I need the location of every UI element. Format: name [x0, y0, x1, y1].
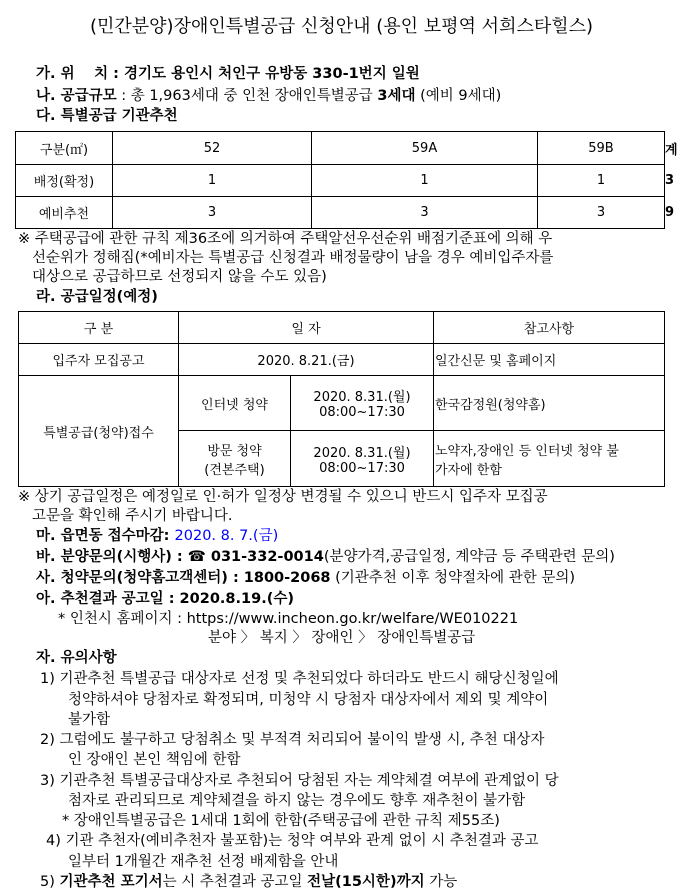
method-sub: (견본주택) [204, 462, 265, 478]
note-cont: 가자에 한함 [435, 462, 502, 478]
precaution-2-line1: 2) 그럼에도 불구하고 당첨취소 및 부적격 처리되어 불이익 발생 시, 추천 대상자 [40, 732, 545, 748]
table-row [19, 344, 665, 376]
table-header: 구분(㎡) [16, 132, 113, 165]
deadline-date: 2020. 8. 7.(금) [174, 528, 279, 544]
table-header: 참고사항 [434, 312, 665, 344]
supply-scale-reserve: (예비 9세대) [415, 88, 502, 104]
allocation-table [15, 131, 678, 229]
precaution-4-line1: 4) 기관 추천자(예비추천자 불포함)는 청약 여부와 관계 없이 시 추천결과 공고 [46, 833, 539, 849]
precaution-5 [40, 872, 457, 892]
table-row: 배정(확정) 1 1 1 3 [16, 165, 665, 197]
deadline-label: 마. 읍면동 접수마감: [36, 528, 175, 544]
table-cell: 1 [538, 165, 665, 197]
supply-scale-units: 3세대 [377, 88, 416, 104]
table-header-row [19, 312, 665, 344]
separator: : [116, 88, 131, 104]
location-line [36, 64, 420, 84]
table-header: 59A [312, 132, 538, 165]
section-agency-recommendation: 다. 특별공급 기관추천 [36, 108, 178, 124]
schedule-table [18, 311, 665, 487]
table-header: 일 자 [179, 312, 434, 344]
table-cell: 입주자 모집공고 [19, 344, 179, 376]
table-header: 구 분 [19, 312, 179, 344]
location-value: 경기도 용인시 처인구 유방동 330-1번지 일원 [124, 66, 420, 82]
precaution-3-line2: 첨자로 관리되므로 계약체결을 하지 않는 경우에도 향후 재추천이 불가함 [68, 793, 526, 809]
precaution-3-line1: 3) 기관추천 특별공급대상자로 추천되어 당첨된 자는 계약체결 여부에 관계없이 당 [40, 773, 559, 789]
location-label: 가. 위 치 : [36, 66, 125, 82]
method: 방문 청약 [207, 443, 262, 459]
table-cell: 2020. 8.21.(금) [179, 344, 434, 376]
waiver-deadline: 전날(15시한)까지 [307, 874, 425, 890]
sales-inquiry-label: 바. 분양문의(시행사) : ☎ 031-332-0014 [36, 549, 324, 565]
supply-scale-label: 나. 공급규모 [36, 88, 117, 104]
item-number: 5) [40, 874, 60, 890]
supply-scale-text: 총 1,963세대 중 인천 장애인특별공급 [130, 88, 378, 104]
supply-scale-line [36, 86, 501, 106]
table-cell: 1 [113, 165, 312, 197]
note-priority-line1: ※ 주택공급에 관한 규칙 제36조에 의거하여 주택알선우선순위 배점기준표에 의해 우 [18, 231, 553, 247]
sales-inquiry-text: (분양가격,공급일정, 계약금 등 주택관련 문의) [323, 549, 615, 565]
note-priority-line2: 선순위가 정해짐(*예비자는 특별공급 신청결과 배정물량이 남을 경우 예비입주자를 [32, 250, 554, 266]
table-cell: 특별공급(청약)접수 [19, 376, 179, 487]
time: 08:00~17:30 [319, 405, 405, 420]
precaution-1-line3: 불가함 [68, 712, 111, 728]
table-cell: 한국감정원(청약홈) [434, 376, 665, 431]
table-row [19, 376, 665, 431]
note-schedule-line1: ※ 상기 공급일정은 예정일로 인·허가 일정상 변경될 수 있으니 반드시 입주자 모집공 [18, 489, 548, 505]
table-cell [291, 376, 434, 431]
time: 08:00~17:30 [319, 460, 405, 476]
table-header: 52 [113, 132, 312, 165]
subscription-inquiry-line [36, 568, 575, 588]
precaution-4-line2: 일부터 1개월간 재추천 선정 배제함을 안내 [68, 854, 339, 870]
table-cell: 배정(확정) [16, 165, 113, 197]
table-cell: 3 [113, 197, 312, 229]
sales-inquiry-line [36, 547, 615, 567]
section-schedule: 라. 공급일정(예정) [36, 289, 158, 305]
precaution-1-line2: 청약하셔야 당첨자로 확정되며, 미청약 시 당첨자 대상자에서 제외 및 계약이 [68, 692, 549, 708]
text: 가능 [424, 874, 458, 890]
table-header: 59B [538, 132, 665, 165]
result-announcement-date: 아. 추천결과 공고일 : 2020.8.19.(수) [36, 591, 294, 607]
subscription-inquiry-text: (기관추천 이후 청약절차에 관한 문의) [330, 570, 575, 586]
table-cell [291, 431, 434, 487]
deadline-line [36, 526, 278, 546]
table-header-row: 구분(㎡) 52 59A 59B 계 [16, 132, 665, 165]
page-title: (민간분양)장애인특별공급 신청안내 (용인 보평역 서희스타힐스) [89, 16, 594, 37]
table-cell [434, 431, 665, 487]
precaution-2-line2: 인 장애인 본인 책임에 한함 [68, 752, 241, 768]
note: 노약자,장애인 등 인터넷 청약 불 [435, 443, 619, 459]
table-row: 예비추천 3 3 3 9 [16, 197, 665, 229]
homepage-breadcrumb: 분야 〉 복지 〉 장애인 〉 장애인특별공급 [208, 630, 476, 646]
table-cell: 3 [538, 197, 665, 229]
subscription-inquiry-label: 사. 청약문의(청약홈고객센터) : 1800-2068 [36, 570, 331, 586]
precaution-1-line1: 1) 기관추천 특별공급 대상자로 선정 및 추천되었다 하더라도 반드시 해당신청일에 [40, 671, 559, 687]
table-cell [179, 431, 291, 487]
date: 2020. 8.31.(월) [313, 445, 411, 461]
table-cell: 예비추천 [16, 197, 113, 229]
section-precautions: 자. 유의사항 [36, 650, 117, 666]
waiver-form: 기관추천 포기서 [59, 874, 163, 890]
table-cell: 1 [312, 165, 538, 197]
table-cell: 3 [312, 197, 538, 229]
table-cell: 인터넷 청약 [179, 376, 291, 431]
note-schedule-line2: 고문을 확인해 주시기 바랍니다. [32, 508, 233, 524]
date: 2020. 8.31.(월) [313, 390, 411, 405]
table-cell: 일간신문 및 홈페이지 [434, 344, 665, 376]
precaution-3-line3: * 장애인특별공급은 1세대 1회에 한함(주택공급에 관한 규칙 제55조) [62, 813, 500, 829]
text: 는 시 추천결과 공고일 [162, 874, 308, 890]
homepage-link[interactable]: * 인천시 홈페이지 : https://www.incheon.go.kr/welfare/WE010221 [58, 611, 519, 627]
note-priority-line3: 대상으로 공급하므로 선정되지 않을 수도 있음) [32, 269, 327, 285]
